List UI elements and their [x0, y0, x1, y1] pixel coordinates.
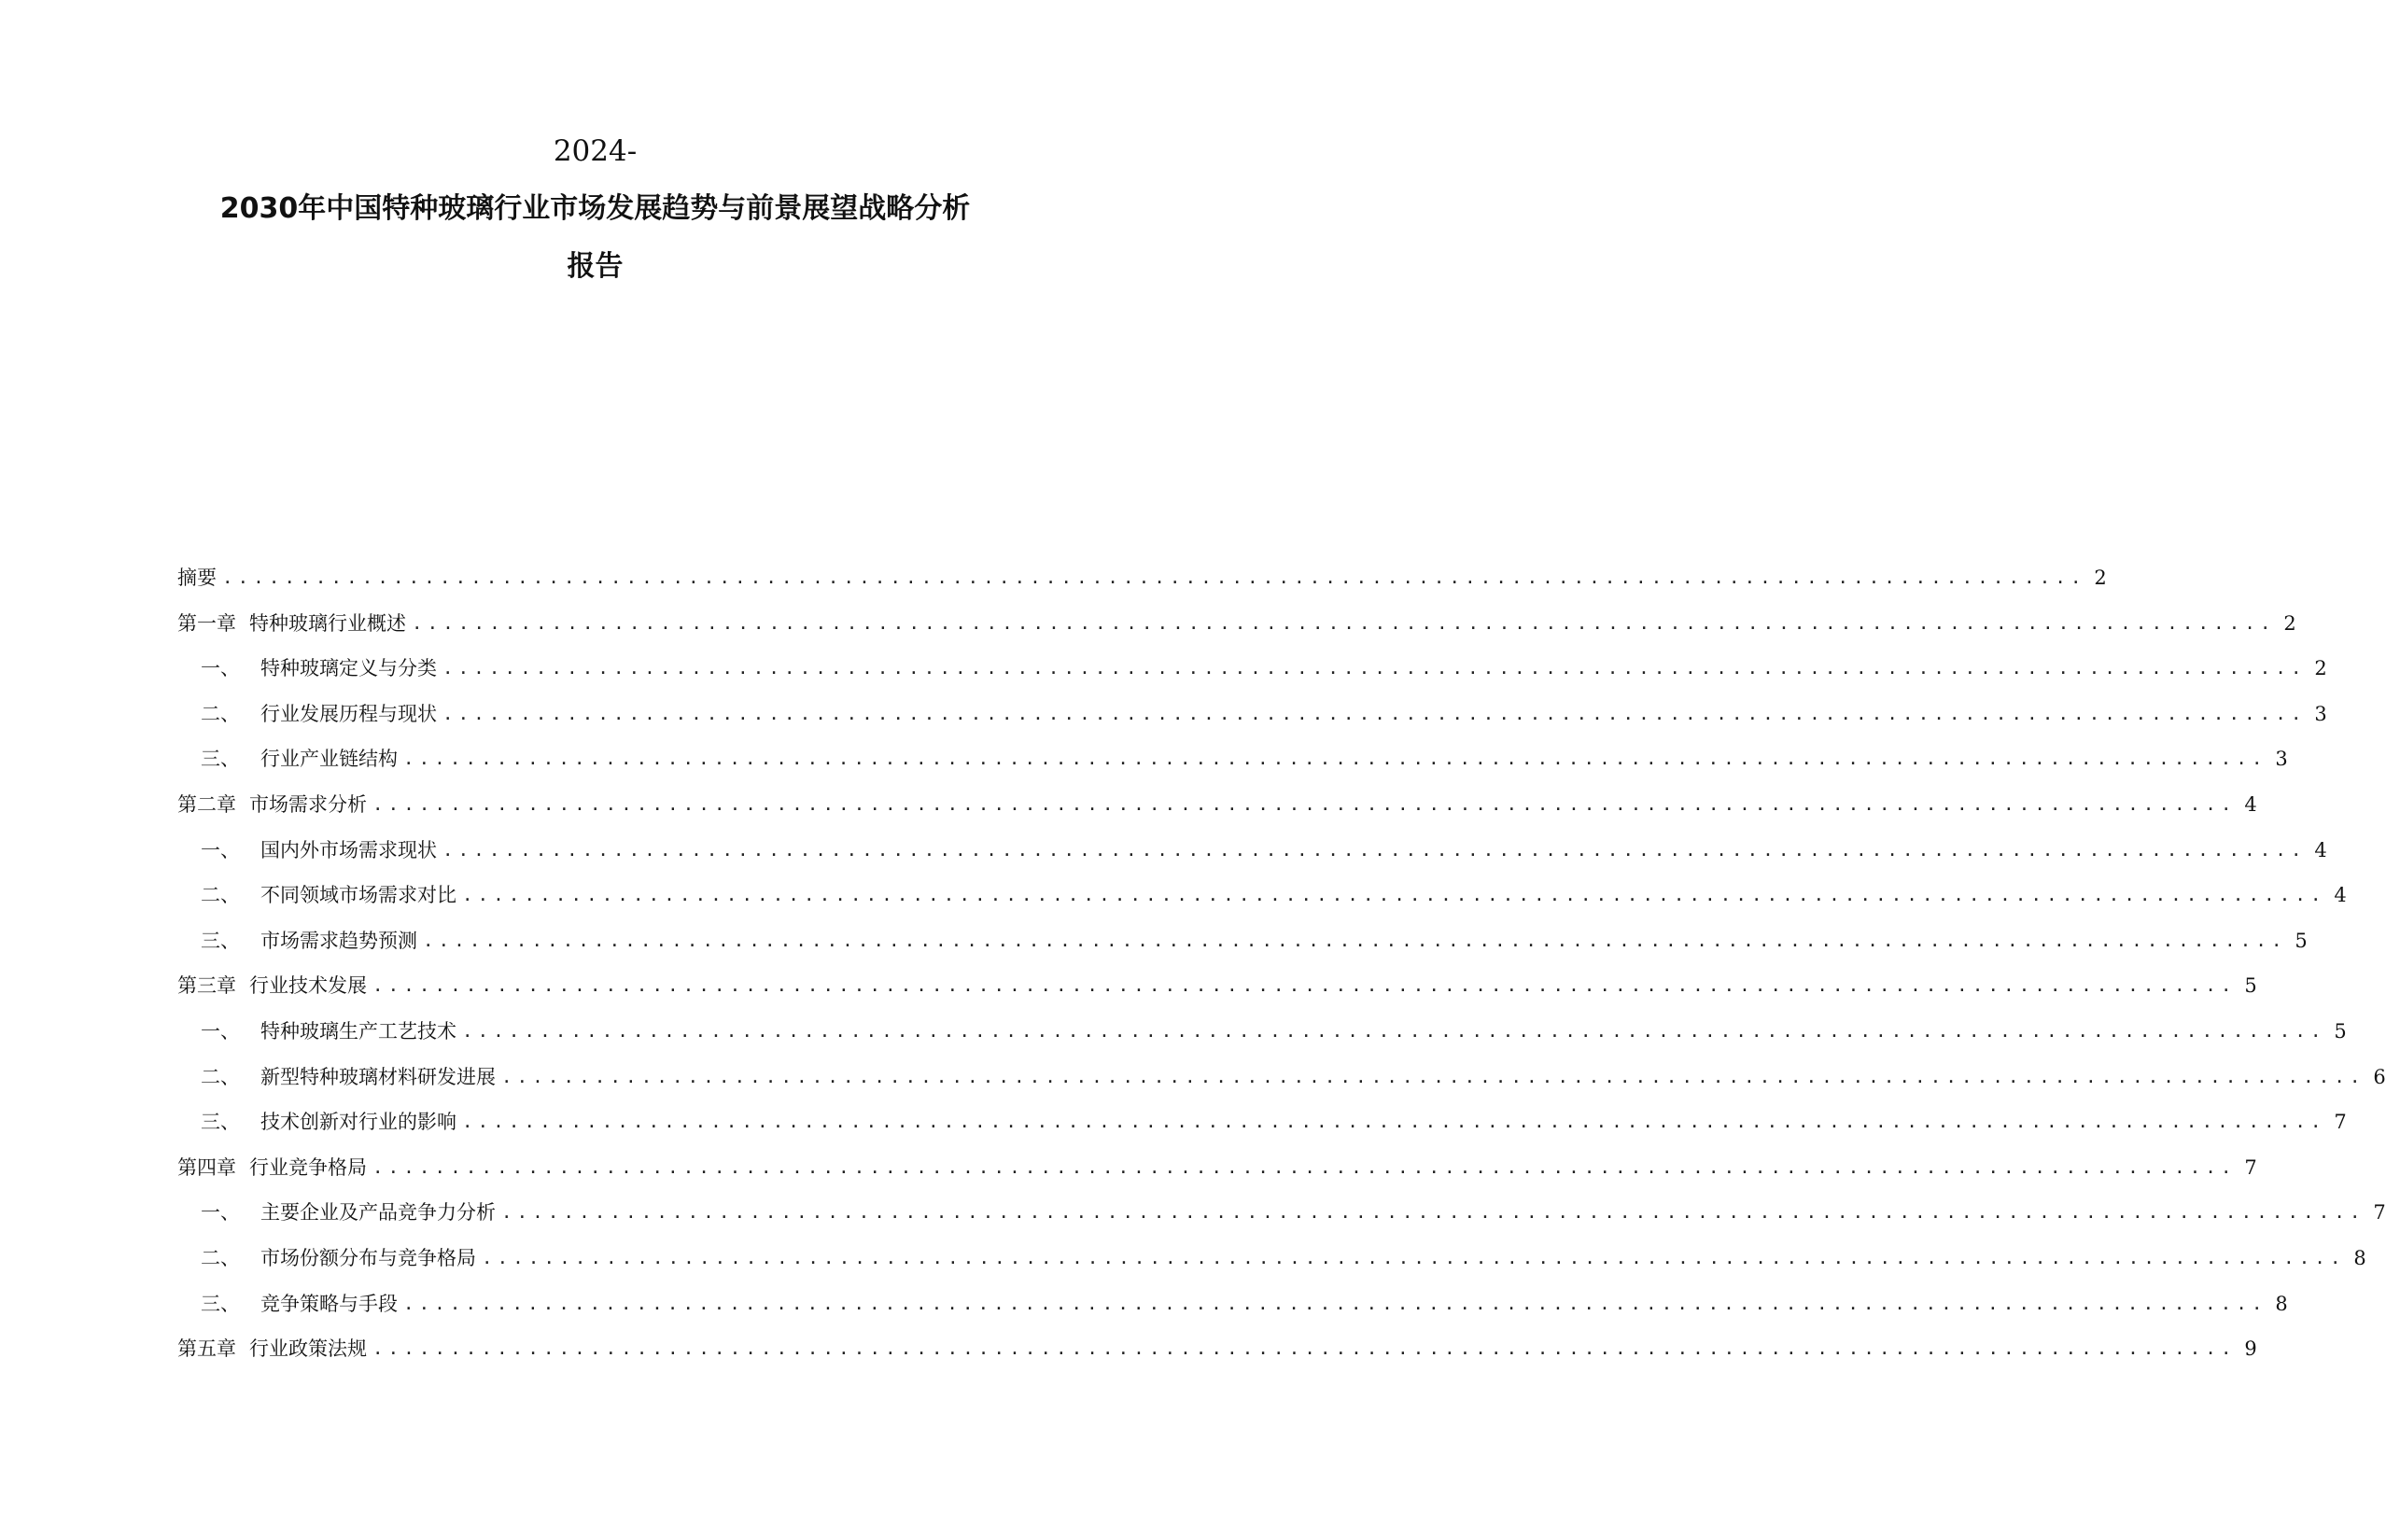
title-line-3: 报告	[567, 250, 624, 283]
toc-page-number: 2	[2283, 611, 2296, 635]
toc-leader-dots: ........................................................................................................................	[482, 1247, 2346, 1268]
toc-entry-title: 竞争策略与手段	[260, 1292, 398, 1315]
toc-entry-title: 不同领域市场需求对比	[260, 884, 456, 907]
toc-section-entry[interactable]	[177, 883, 2347, 929]
toc-leader-dots: ........................................................................................................................	[222, 567, 2086, 588]
toc-section-number: 三、	[201, 929, 240, 952]
toc-entry-title: 市场需求趋势预测	[260, 929, 417, 952]
toc-page-number: 5	[2334, 1019, 2347, 1043]
toc-leader-dots: ........................................................................................................................	[462, 1112, 2326, 1133]
toc-entry-title: 行业发展历程与现状	[260, 702, 437, 725]
toc-section-entry[interactable]	[177, 656, 2327, 702]
toc-leader-dots: ........................................................................................................................	[501, 1066, 2365, 1087]
toc-section-number: 二、	[201, 702, 240, 725]
toc-entry-title: 特种玻璃定义与分类	[260, 657, 437, 680]
toc-entry-title: 摘要	[177, 567, 217, 589]
toc-section-number: 三、	[201, 1292, 240, 1315]
toc-leader-dots: ........................................................................................................................	[412, 612, 2276, 634]
toc-leader-dots: ........................................................................................................................	[442, 839, 2307, 861]
toc-chapter-entry[interactable]	[177, 973, 2257, 1019]
toc-page-number: 4	[2334, 884, 2347, 907]
toc-entry-title: 行业技术发展	[249, 974, 367, 998]
toc-entry-title: 行业产业链结构	[260, 748, 398, 771]
toc-section-number: 一、	[201, 838, 240, 861]
toc-entry-title: 技术创新对行业的影响	[260, 1111, 456, 1134]
toc-page-number: 2	[2314, 657, 2327, 680]
toc-chapter-number: 第三章	[177, 974, 236, 998]
toc-chapter-number: 第一章	[177, 611, 236, 635]
toc-page-number: 5	[2244, 974, 2257, 998]
toc-page-number: 8	[2353, 1246, 2366, 1269]
toc-chapter-number: 第二章	[177, 792, 236, 816]
toc-page-number: 3	[2275, 748, 2288, 771]
toc-leader-dots: ........................................................................................................................	[462, 1020, 2326, 1042]
toc-chapter-number: 第五章	[177, 1337, 236, 1361]
toc-page-number: 2	[2094, 567, 2107, 589]
toc-section-number: 一、	[201, 657, 240, 680]
toc-section-number: 二、	[201, 1065, 240, 1088]
toc-entry-title: 市场份额分布与竞争格局	[260, 1246, 476, 1269]
toc-leader-dots: ........................................................................................................................	[442, 658, 2307, 679]
toc-chapter-entry[interactable]	[177, 611, 2296, 657]
title-line-2: 2030年中国特种玻璃行业市场发展趋势与前景展望战略分析	[219, 192, 971, 225]
toc-chapter-entry[interactable]	[177, 566, 2107, 611]
report-title	[0, 135, 1190, 309]
toc-page-number: 7	[2373, 1201, 2386, 1225]
toc-section-entry[interactable]	[177, 1246, 2366, 1292]
toc-page-number: 4	[2244, 792, 2257, 816]
toc-section-entry[interactable]	[177, 1292, 2288, 1337]
toc-section-number: 一、	[201, 1201, 240, 1225]
toc-entry-title: 市场需求分析	[249, 792, 367, 816]
toc-page-number: 7	[2244, 1155, 2257, 1179]
toc-section-number: 二、	[201, 884, 240, 907]
toc-page-number: 4	[2314, 838, 2327, 861]
toc-page-number: 3	[2314, 702, 2327, 725]
toc-section-entry[interactable]	[177, 702, 2327, 748]
toc-entry-title: 国内外市场需求现状	[260, 838, 437, 861]
toc-section-entry[interactable]	[177, 929, 2308, 974]
toc-section-entry[interactable]	[177, 1200, 2386, 1246]
toc-page-number: 6	[2373, 1065, 2386, 1088]
toc-leader-dots: ........................................................................................................................	[423, 930, 2287, 951]
toc-leader-dots: ........................................................................................................................	[372, 793, 2237, 815]
toc-page-number: 7	[2334, 1111, 2347, 1134]
toc-chapter-entry[interactable]	[177, 1155, 2257, 1201]
toc-section-number: 一、	[201, 1019, 240, 1043]
toc-section-number: 二、	[201, 1246, 240, 1269]
toc-entry-title: 新型特种玻璃材料研发进展	[260, 1065, 496, 1088]
toc-section-entry[interactable]	[177, 838, 2327, 884]
toc-chapter-number: 第四章	[177, 1155, 236, 1179]
toc-leader-dots: ........................................................................................................................	[403, 1293, 2267, 1314]
toc-section-entry[interactable]	[177, 1110, 2347, 1155]
toc-leader-dots: ........................................................................................................................	[501, 1202, 2365, 1224]
toc-entry-title: 特种玻璃行业概述	[249, 611, 406, 635]
toc-section-entry[interactable]	[177, 1065, 2386, 1111]
toc-leader-dots: ........................................................................................................................	[403, 749, 2267, 770]
title-line-1: 2024-	[553, 134, 638, 168]
toc-leader-dots: ........................................................................................................................	[372, 1156, 2237, 1178]
toc-section-entry[interactable]	[177, 1019, 2347, 1065]
toc-entry-title: 行业竞争格局	[249, 1155, 367, 1179]
toc-entry-title: 特种玻璃生产工艺技术	[260, 1019, 456, 1043]
toc-entry-title: 行业政策法规	[249, 1337, 367, 1361]
toc-section-number: 三、	[201, 1111, 240, 1134]
toc-section-number: 三、	[201, 748, 240, 771]
table-of-contents	[177, 566, 2386, 1382]
toc-leader-dots: ........................................................................................................................	[372, 1338, 2237, 1360]
toc-page-number: 9	[2244, 1337, 2257, 1361]
toc-page-number: 8	[2275, 1292, 2288, 1315]
toc-leader-dots: ........................................................................................................................	[462, 885, 2326, 906]
toc-chapter-entry[interactable]	[177, 1337, 2257, 1382]
toc-page-number: 5	[2295, 929, 2308, 952]
toc-leader-dots: ........................................................................................................................	[442, 703, 2307, 724]
toc-chapter-entry[interactable]	[177, 792, 2257, 838]
toc-leader-dots: ........................................................................................................................	[372, 975, 2237, 997]
toc-section-entry[interactable]	[177, 747, 2288, 792]
toc-entry-title: 主要企业及产品竞争力分析	[260, 1201, 496, 1225]
